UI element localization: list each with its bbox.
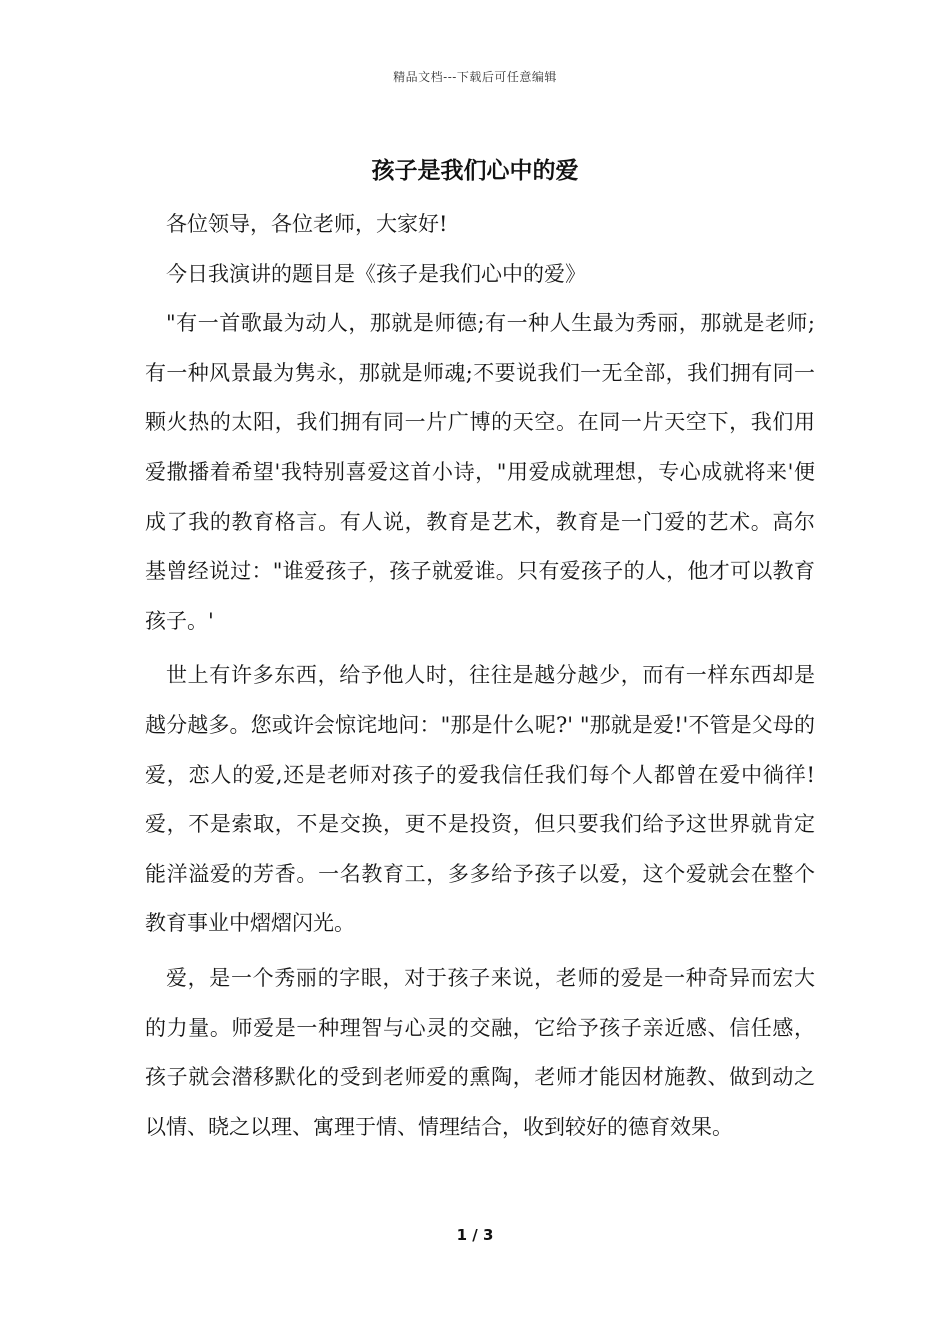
paragraph-greeting: 各位领导，各位老师，大家好! [166,212,448,236]
paragraph-teacher-love: 爱，是一个秀丽的字眼，对于孩子来说，老师的爱是一种奇异而宏大的力量。师爱是一种理智与心灵的交融，它给予孩子亲近感、信任感，孩子就会潜移默化的受到老师爱的熏陶，老师才能因材施教、做到动之以情、晓之以理、寓理于情、情理结合，收到较好的德育效果。 [145,965,815,1139]
paragraph-topic: 今日我演讲的题目是《孩子是我们心中的爱》 [166,261,586,286]
paragraph-love-shared: 世上有许多东西，给予他人时，往往是越分越少，而有一样东西却是越分越多。您或许会惊诧地问："那是什么呢?' "那就是爱!'不管是父母的爱，恋人的爱,还是老师对孩子的爱我信任我们每个人都曾在爱中徜徉!爱，不是索取，不是交换，更不是投资，但只要我们给予这世界就肯定能洋溢爱的芳香。一名教育工，多多给予孩子以爱，这个爱就会在整个教育事业中熠熠闪光。 [145,663,815,936]
page-number: 1 / 3 [456,1226,494,1244]
document-body [145,200,815,1152]
document-title: 孩子是我们心中的爱 [371,157,579,184]
header-note: 精品文档---下载后可任意编辑 [393,70,557,84]
paragraph-poem: "有一首歌最为动人，那就是师德;有一种人生最为秀丽，那就是老师;有一种风景最为隽永，那就是师魂;不要说我们一无全部，我们拥有同一颗火热的太阳，我们拥有同一片广博的天空。在同一片天空下，我们用爱撒播着希望'我特别喜爱这首小诗，"用爱成就理想，专心成就将来'便成了我的教育格言。有人说，教育是艺术，教育是一门爱的艺术。高尔基曾经说过："谁爱孩子，孩子就爱谁。只有爱孩子的人，他才可以教育孩子。' [145,311,815,633]
